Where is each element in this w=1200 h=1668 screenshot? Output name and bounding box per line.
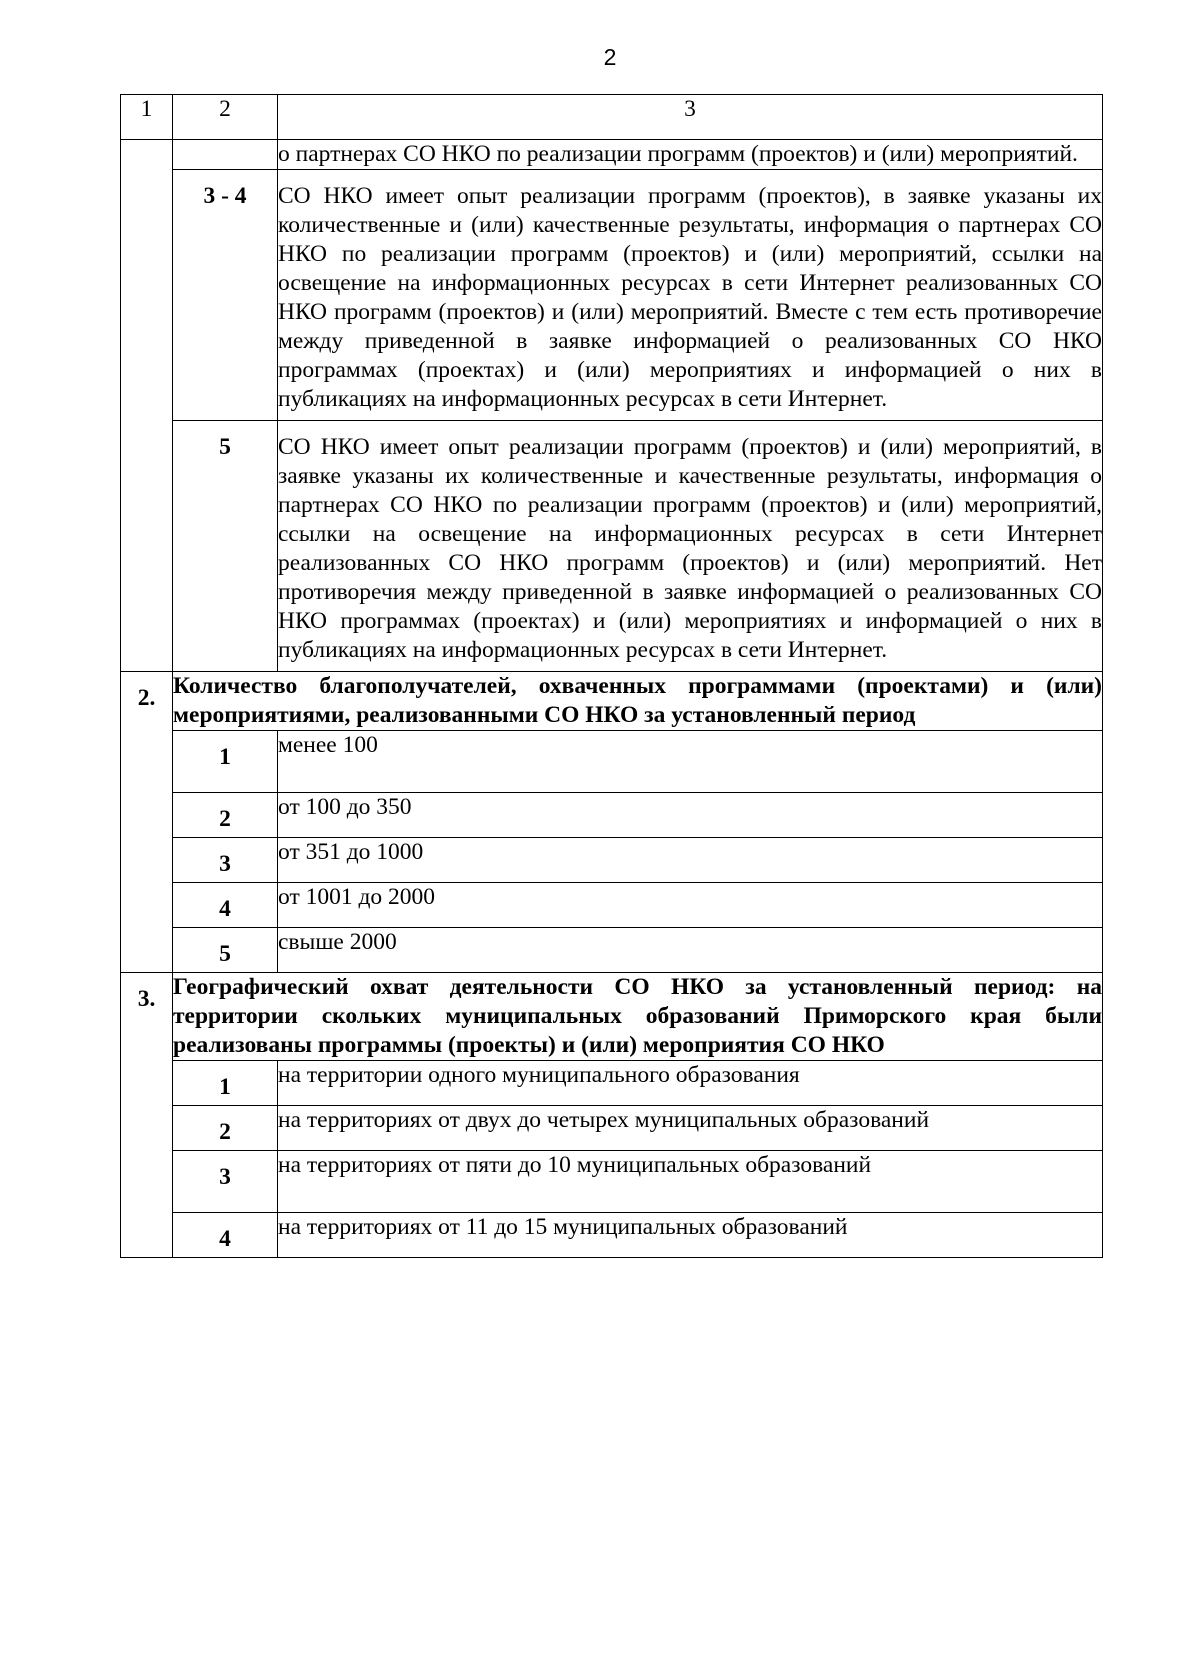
table-row bbox=[121, 731, 1103, 793]
option-text: на территориях от пяти до 10 муниципальных образований bbox=[278, 1151, 1103, 1213]
option-text: от 351 до 1000 bbox=[278, 838, 1103, 883]
section-title: Количество благополучателей, охваченных программами (проектами) и (или) мероприятиями, реализованными СО НКО за установленный период bbox=[173, 672, 1103, 731]
score-cell: 4 bbox=[173, 883, 278, 928]
section-title-row bbox=[121, 672, 1103, 731]
table-row bbox=[121, 1213, 1103, 1258]
score-cell: 3 - 4 bbox=[173, 170, 278, 421]
score-cell: 5 bbox=[173, 421, 278, 672]
score-cell: 1 bbox=[173, 1061, 278, 1106]
option-text: от 100 до 350 bbox=[278, 793, 1103, 838]
score-cell: 3 bbox=[173, 1151, 278, 1213]
option-text: свыше 2000 bbox=[278, 928, 1103, 973]
section-number: 2. bbox=[121, 672, 173, 973]
criterion-text: о партнерах СО НКО по реализации программ (проектов) и (или) мероприятий. bbox=[278, 140, 1103, 170]
score-cell: 3 bbox=[173, 838, 278, 883]
option-text: на территориях от 11 до 15 муниципальных образований bbox=[278, 1213, 1103, 1258]
table-row bbox=[121, 838, 1103, 883]
header-col-1: 1 bbox=[121, 95, 173, 140]
criterion-text: СО НКО имеет опыт реализации программ (проектов), в заявке указаны их количественные и (или) качественные результаты, информация о партнерах СО НКО по реализации программ (проектов) и (или) мероприятий, ссылки на освещение на информационных ресурсах в сети Интернет реализованных СО НКО программ (проектов) и (или) мероприятий. Вместе с тем есть противоречие между приведенной в заявке информацией о реализованных СО НКО программах (проектах) и (или) мероприятиях и информацией о них в публикациях на информационных ресурсах в сети Интернет. bbox=[278, 170, 1103, 421]
option-text: на территории одного муниципального образования bbox=[278, 1061, 1103, 1106]
table-row bbox=[121, 170, 1103, 421]
criterion-text: СО НКО имеет опыт реализации программ (проектов) и (или) мероприятий, в заявке указаны их количественные и качественные результаты, информация о партнерах СО НКО по реализации программ (проектов) и (или) мероприятий, ссылки на освещение на информационных ресурсах в сети Интернет реализованных СО НКО программ (проектов) и (или) мероприятий. Нет противоречия между приведенной в заявке информацией о реализованных СО НКО программах (проектах) и (или) мероприятиях и информацией о них в публикациях на информационных ресурсах в сети Интернет. bbox=[278, 421, 1103, 672]
page-number: 2 bbox=[603, 44, 617, 70]
table-row bbox=[121, 1061, 1103, 1106]
section-title: Географический охват деятельности СО НКО за установленный период: на территории скольких муниципальных образований Приморского края были реализованы программы (проекты) и (или) мероприятия СО НКО bbox=[173, 973, 1103, 1061]
table-row bbox=[121, 1151, 1103, 1213]
criteria-table bbox=[120, 94, 1103, 1258]
option-text: на территориях от двух до четырех муниципальных образований bbox=[278, 1106, 1103, 1151]
score-cell: 2 bbox=[173, 793, 278, 838]
table-row bbox=[121, 793, 1103, 838]
section-title-row bbox=[121, 973, 1103, 1061]
table-header-row bbox=[121, 95, 1103, 140]
header-col-2: 2 bbox=[173, 95, 278, 140]
score-cell: 1 bbox=[173, 731, 278, 793]
option-text: менее 100 bbox=[278, 731, 1103, 793]
score-cell: 4 bbox=[173, 1213, 278, 1258]
score-cell bbox=[173, 140, 278, 170]
table-row bbox=[121, 421, 1103, 672]
score-cell: 5 bbox=[173, 928, 278, 973]
score-cell: 2 bbox=[173, 1106, 278, 1151]
table-row bbox=[121, 1106, 1103, 1151]
table-row bbox=[121, 928, 1103, 973]
section-number: 3. bbox=[121, 973, 173, 1258]
table-row bbox=[121, 883, 1103, 928]
section-number-cell bbox=[121, 140, 173, 672]
option-text: от 1001 до 2000 bbox=[278, 883, 1103, 928]
header-col-3: 3 bbox=[278, 95, 1103, 140]
table-row bbox=[121, 140, 1103, 170]
